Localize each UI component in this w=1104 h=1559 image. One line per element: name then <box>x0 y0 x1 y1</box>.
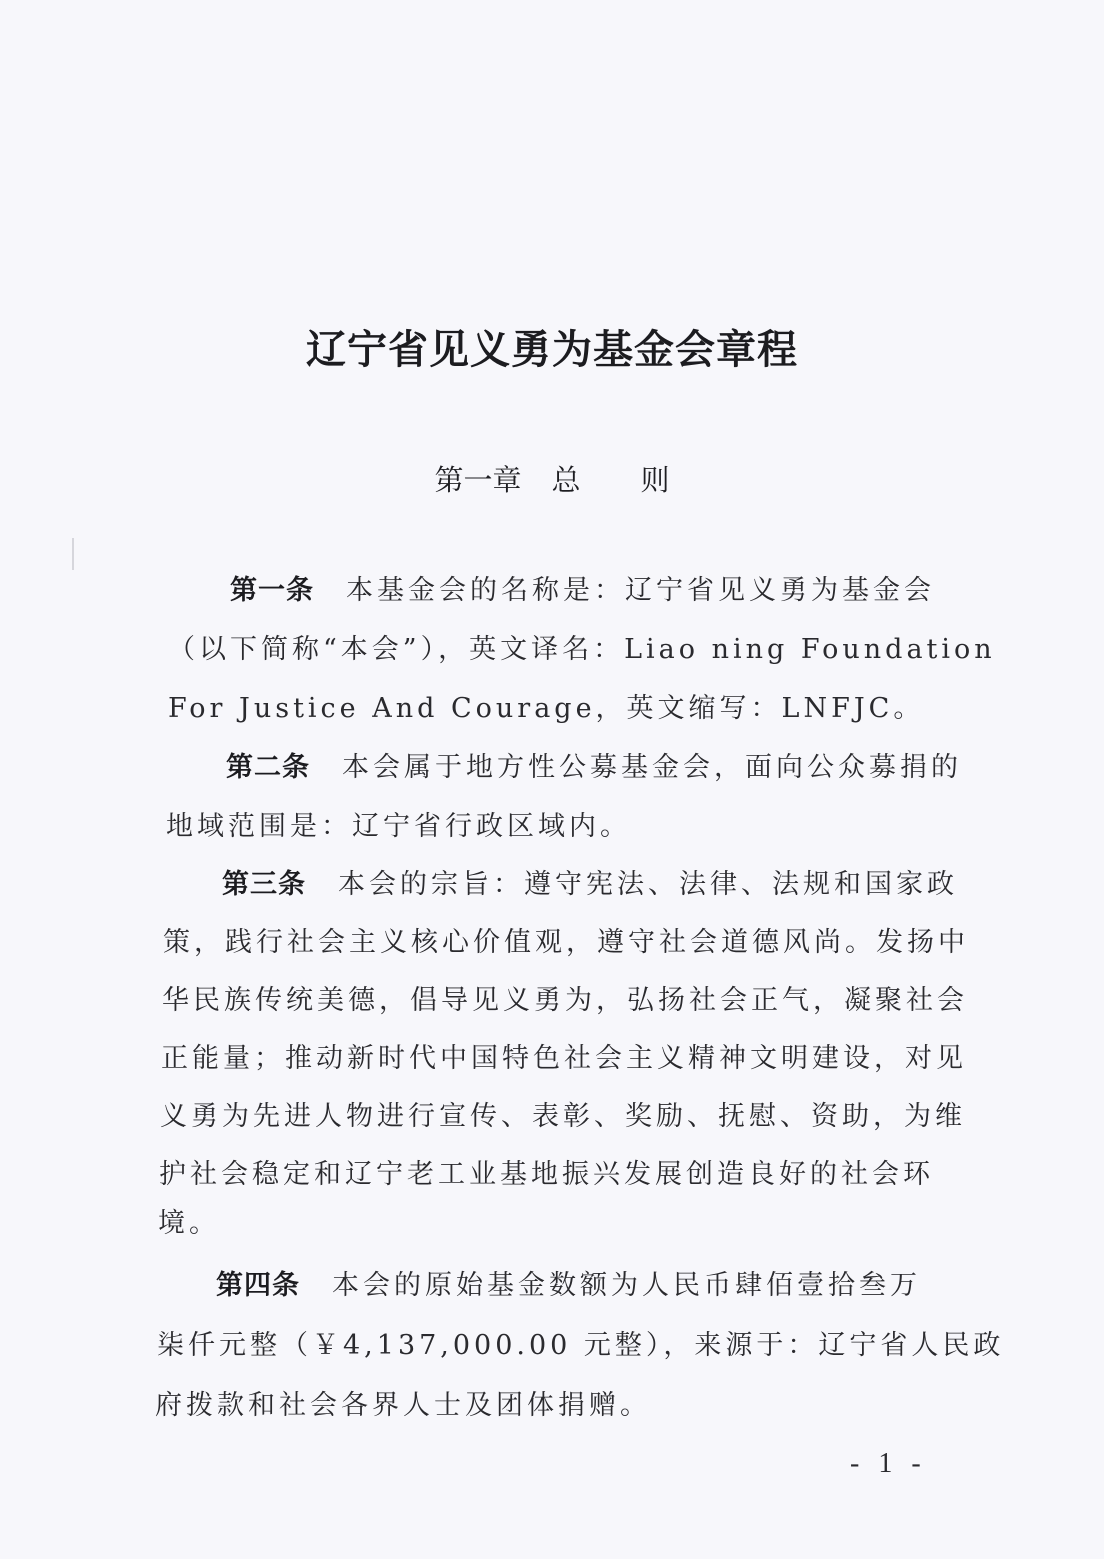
article-4-line-3: 府拨款和社会各界人士及团体捐赠。 <box>155 1390 651 1421</box>
article-1-line-1: 第一条 本基金会的名称是：辽宁省见义勇为基金会 <box>230 575 935 606</box>
document-title: 辽宁省见义勇为基金会章程 <box>306 326 798 373</box>
article-3-line-5: 义勇为先进人物进行宣传、表彰、奖励、抚慰、资助，为维 <box>160 1101 966 1132</box>
article-label: 第四条 <box>216 1270 300 1301</box>
chapter-name-part2: 则 <box>640 463 670 497</box>
article-label: 第一条 <box>230 575 314 606</box>
article-3-line-7: 境。 <box>158 1208 220 1239</box>
chapter-heading <box>0 458 1104 499</box>
article-label: 第三条 <box>222 869 306 900</box>
article-label: 第二条 <box>226 752 310 783</box>
article-2-line-1: 第二条 本会属于地方性公募基金会，面向公众募捐的 <box>226 752 962 783</box>
article-1-line-3: For Justice And Courage，英文缩写：LNFJC。 <box>168 693 925 724</box>
article-4-line-2: 柒仟元整（￥4,137,000.00 元整），来源于：辽宁省人民政 <box>157 1330 1005 1361</box>
chapter-name-part1: 总 <box>551 463 581 497</box>
article-3-line-6: 护社会稳定和辽宁老工业基地振兴发展创造良好的社会环 <box>159 1159 934 1190</box>
article-3-line-2: 策，践行社会主义核心价值观，遵守社会道德风尚。发扬中 <box>163 927 969 958</box>
article-4-line-1: 第四条 本会的原始基金数额为人民币肆佰壹拾叁万 <box>216 1270 921 1301</box>
article-2-line-2: 地域范围是：辽宁省行政区域内。 <box>166 811 631 842</box>
chapter-number: 第一章 <box>434 463 522 497</box>
page-number: - 1 - <box>850 1448 927 1479</box>
scan-artifact-line <box>72 538 74 570</box>
article-1-line-2: （以下简称“本会”），英文译名：Liao ning Foundation <box>168 634 996 665</box>
article-3-line-1: 第三条 本会的宗旨：遵守宪法、法律、法规和国家政 <box>222 869 958 900</box>
article-3-line-4: 正能量；推动新时代中国特色社会主义精神文明建设，对见 <box>161 1043 967 1074</box>
article-3-line-3: 华民族传统美德，倡导见义勇为，弘扬社会正气，凝聚社会 <box>162 985 968 1016</box>
